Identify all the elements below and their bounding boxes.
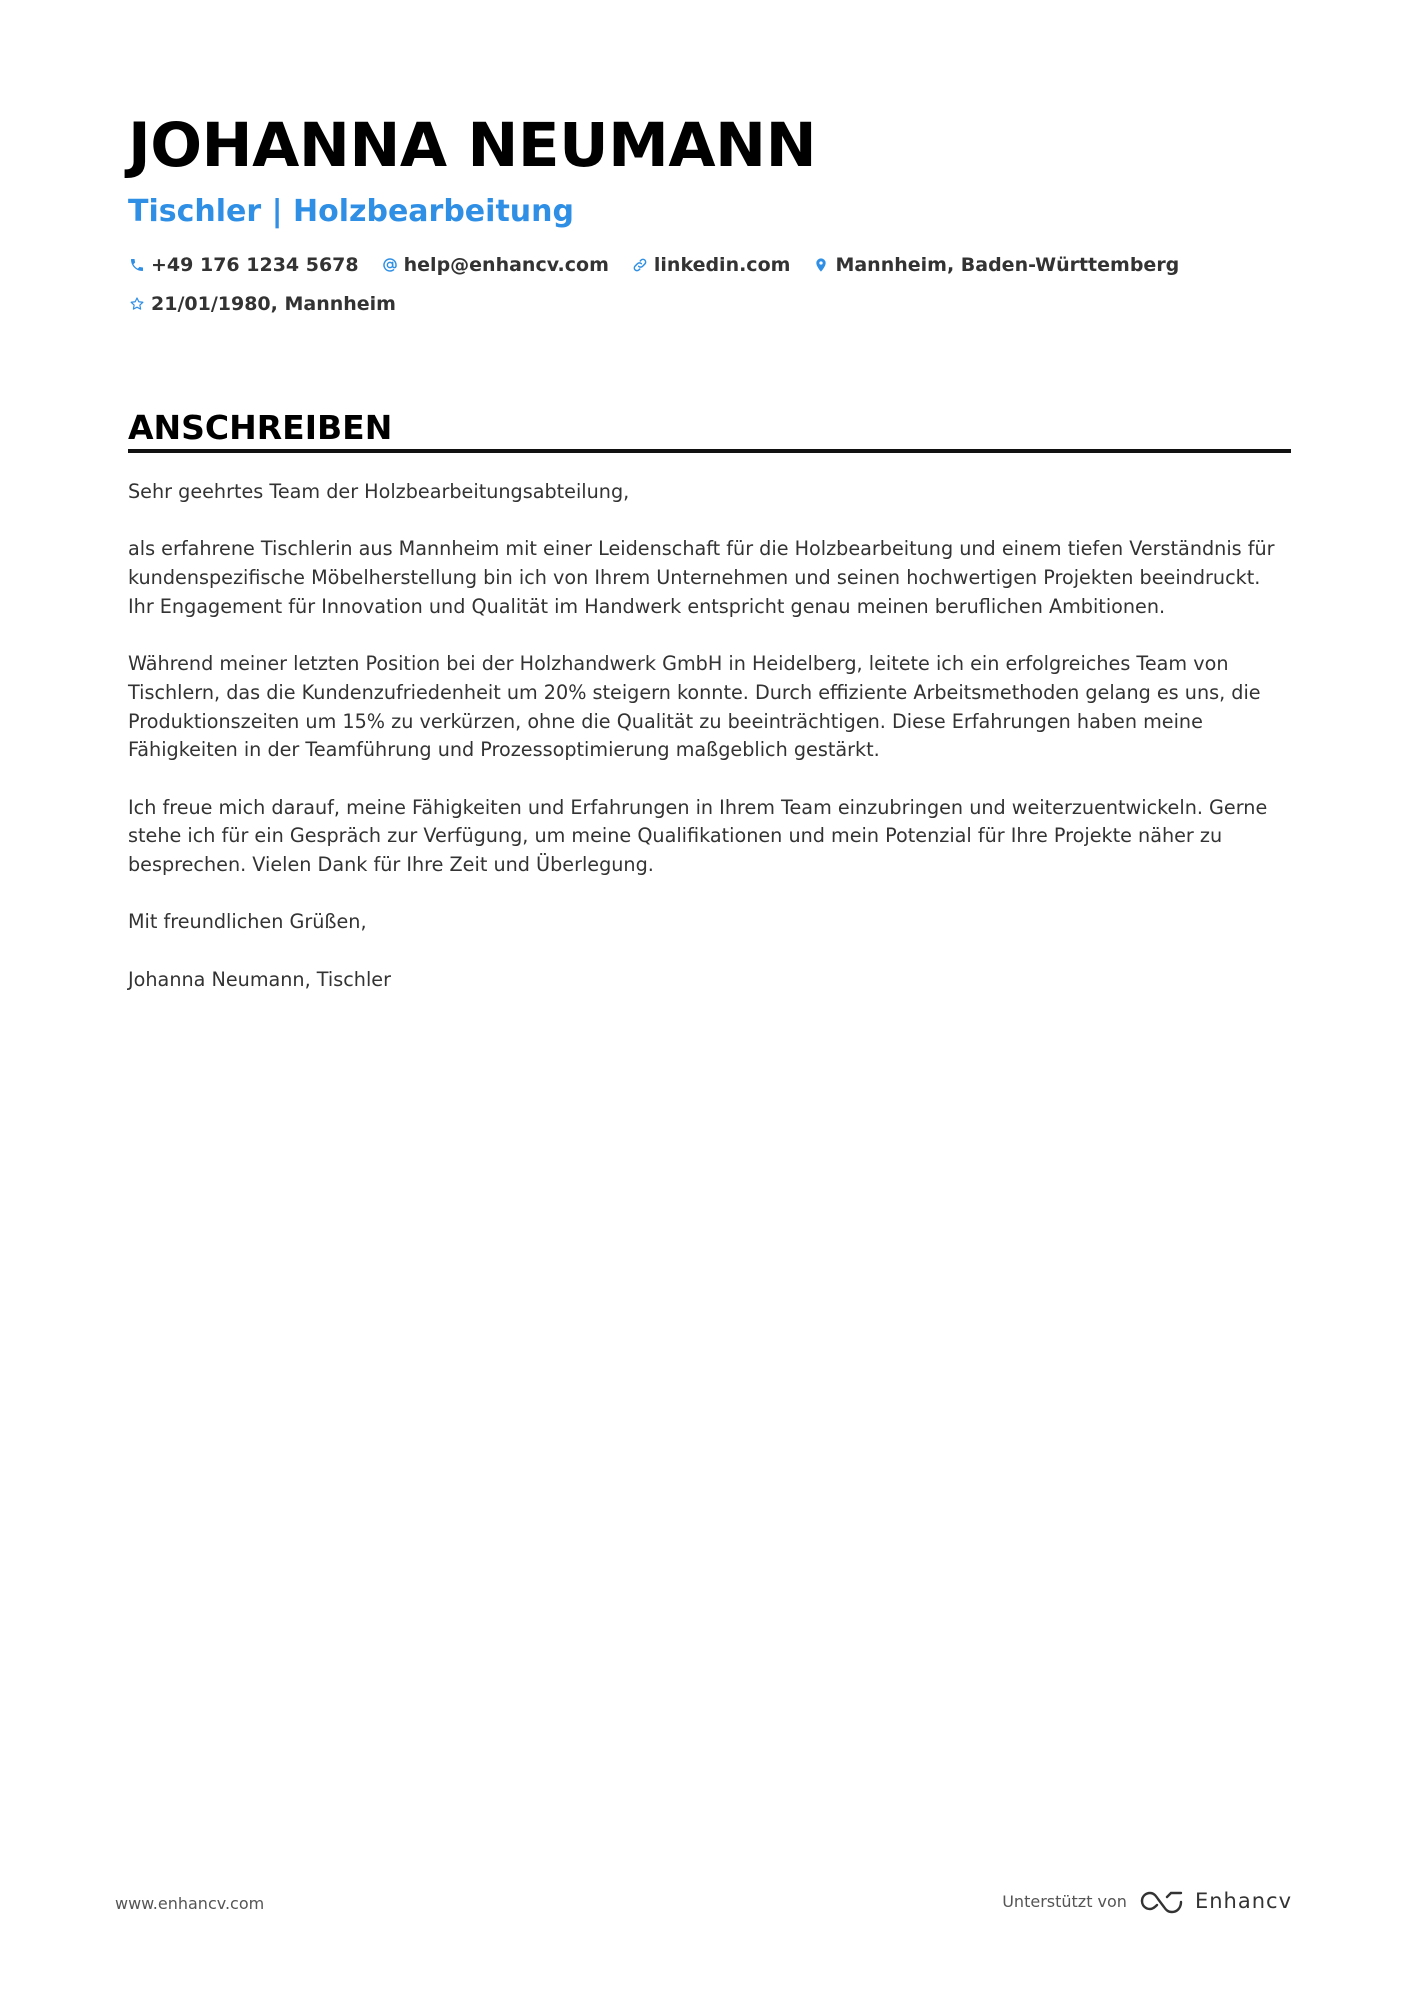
letter-paragraph: Ich freue mich darauf, meine Fähigkeiten und Erfahrungen in Ihrem Team einzubringen und weiterzuentwickeln. Gerne stehe ich für ein Gespräch zur Verfügung, um meine Qualifikationen und mein Potenzial für Ihre Projekte näher zu besprechen. Vielen Dank für Ihre Zeit und Überlegung. [128,795,1268,877]
letter-paragraph: als erfahrene Tischlerin aus Mannheim mit einer Leidenschaft für die Holzbearbeitung und einem tiefen Verständnis für kundenspezifische Möbelherstellung bin ich von Ihrem Unternehmen und seinen hochwertigen Projekten beeindruckt. Ihr Engagement für Innovation und Qualität im Handwerk entspricht genau meinen beruflichen Ambitionen. [128,537,1275,618]
contact-birth [128,293,396,315]
footer-branding [1002,1888,1292,1914]
at-icon [381,256,399,274]
contact-email-text: help@enhancv.com [403,254,609,276]
star-icon [128,295,146,313]
contact-location-text: Mannheim, Baden-Württemberg [835,254,1180,276]
contact-linkedin-text: linkedin.com [653,254,791,276]
contact-birth-text: 21/01/1980, Mannheim [151,293,396,315]
phone-icon [128,256,146,274]
contact-row-secondary [128,291,1291,317]
applicant-name: JOHANNA NEUMANN [128,110,817,181]
contact-row-primary [128,252,1291,278]
contact-location [812,254,1179,276]
contact-phone-text: +49 176 1234 5678 [151,254,359,276]
footer-website[interactable]: www.enhancv.com [115,1894,265,1913]
letter-body [128,478,1291,1023]
section-title: ANSCHREIBEN [128,408,393,447]
contact-info [128,252,1291,330]
job-title: Tischler | Holzbearbeitung [128,194,574,229]
letter-closing: Mit freundlichen Grüßen, [128,910,367,934]
enhancv-logo-icon [1139,1888,1185,1914]
letter-signature: Johanna Neumann, Tischler [128,967,391,991]
link-icon [631,256,649,274]
brand-name: Enhancv [1194,1889,1292,1913]
location-pin-icon [812,256,830,274]
powered-by-label: Unterstützt von [1002,1891,1127,1911]
letter-paragraph: Während meiner letzten Position bei der Holzhandwerk GmbH in Heidelberg, leitete ich ein erfolgreiches Team von Tischlern, das die Kundenzufriedenheit um 20% steigern konnte. Durch effiziente Arbeitsmethoden gelang es uns, die Produktionszeiten um 15% zu verkürzen, ohne die Qualität zu beeinträchtigen. Diese Erfahrungen haben meine Fähigkeiten in der Teamführung und Prozessoptimierung maßgeblich gestärkt. [128,652,1261,762]
letter-greeting: Sehr geehrtes Team der Holzbearbeitungsabteilung, [128,480,630,503]
contact-email[interactable] [381,254,609,276]
contact-linkedin[interactable] [631,254,791,276]
section-divider [128,449,1291,453]
contact-phone [128,254,359,276]
